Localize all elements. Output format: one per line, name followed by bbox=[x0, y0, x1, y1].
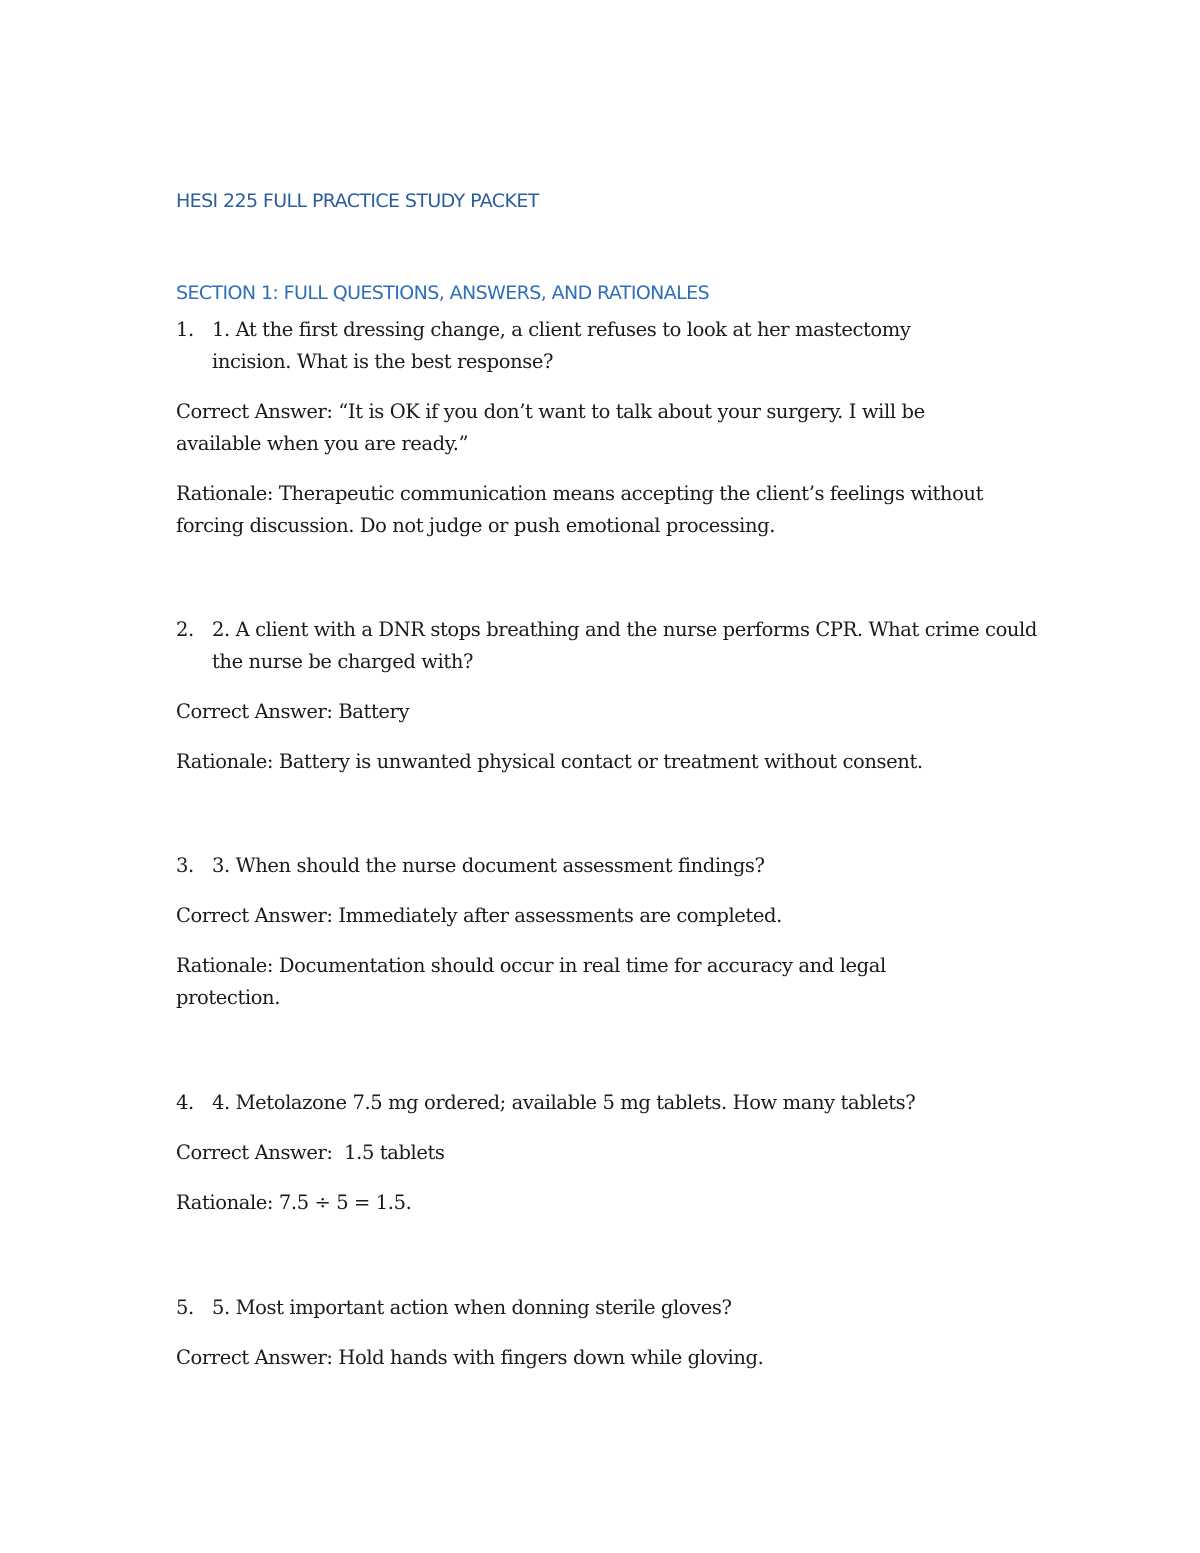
question-block-3 bbox=[176, 850, 1036, 1014]
correct-answer: Correct Answer: 1.5 tablets bbox=[176, 1141, 445, 1164]
list-number: 1. bbox=[176, 318, 194, 341]
question-text bbox=[176, 1087, 1036, 1119]
list-number: 4. bbox=[176, 1091, 194, 1114]
list-number: 3. bbox=[176, 854, 194, 877]
section-heading: SECTION 1: FULL QUESTIONS, ANSWERS, AND RATIONALES bbox=[176, 282, 710, 304]
question-label: 5. Most important action when donning sterile gloves? bbox=[212, 1296, 732, 1319]
question-block-2 bbox=[176, 614, 1036, 778]
question-label: 2. A client with a DNR stops breathing and the nurse performs CPR. What crime could the nurse be charged with? bbox=[212, 618, 1037, 673]
question-text bbox=[176, 1292, 1036, 1324]
correct-answer: Correct Answer: Battery bbox=[176, 700, 410, 723]
question-label: 3. When should the nurse document assessment findings? bbox=[212, 854, 765, 877]
question-label: 4. Metolazone 7.5 mg ordered; available 5 mg tablets. How many tablets? bbox=[212, 1091, 916, 1114]
list-number: 2. bbox=[176, 618, 194, 641]
question-text bbox=[176, 314, 972, 378]
question-label: 1. At the first dressing change, a client refuses to look at her mastectomy incision. What is the best response? bbox=[212, 318, 911, 373]
list-number: 5. bbox=[176, 1296, 194, 1319]
rationale: Rationale: Therapeutic communication means accepting the client’s feelings without forcing discussion. Do not judge or push emotional processing. bbox=[176, 482, 984, 537]
question-text bbox=[176, 614, 1052, 678]
question-block-5 bbox=[176, 1292, 1036, 1374]
correct-answer: Correct Answer: Hold hands with fingers down while gloving. bbox=[176, 1346, 764, 1369]
document-title: HESI 225 FULL PRACTICE STUDY PACKET bbox=[176, 190, 539, 212]
question-block-4 bbox=[176, 1087, 1036, 1219]
question-block-1 bbox=[176, 314, 1036, 542]
rationale: Rationale: Documentation should occur in real time for accuracy and legal protection. bbox=[176, 954, 886, 1009]
question-text bbox=[176, 850, 1036, 882]
rationale: Rationale: 7.5 ÷ 5 = 1.5. bbox=[176, 1191, 412, 1214]
rationale: Rationale: Battery is unwanted physical contact or treatment without consent. bbox=[176, 750, 923, 773]
correct-answer: Correct Answer: “It is OK if you don’t want to talk about your surgery. I will be available when you are ready.” bbox=[176, 400, 925, 455]
correct-answer: Correct Answer: Immediately after assessments are completed. bbox=[176, 904, 782, 927]
